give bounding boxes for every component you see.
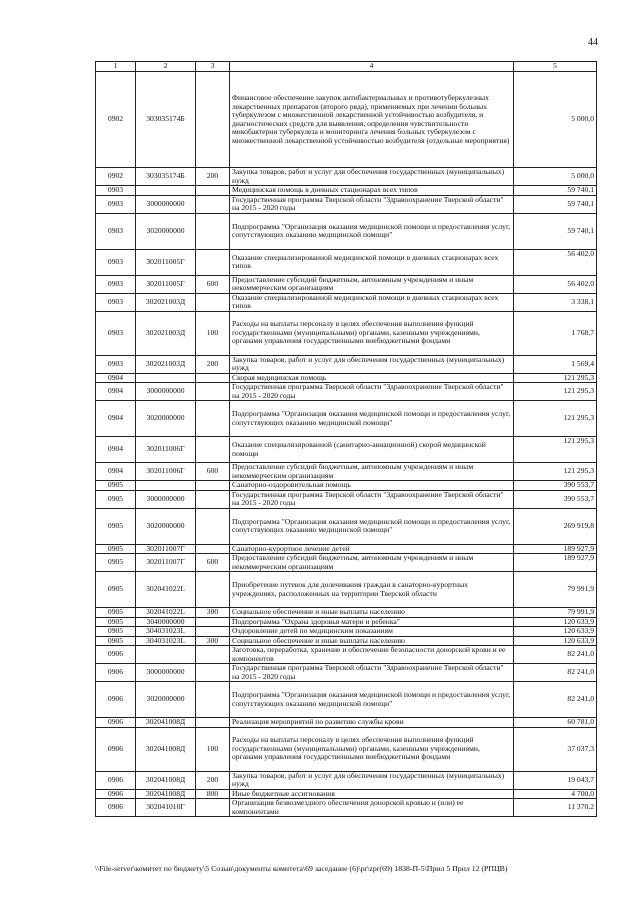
- cell-c2: 302041008Д: [136, 727, 196, 771]
- cell-c5: 59 740,1: [514, 186, 597, 196]
- cell-c2: 302021003Д: [136, 293, 196, 311]
- table-row: [96, 311, 597, 355]
- cell-c1: 0904: [96, 383, 136, 401]
- cell-c2: 302011007Г: [136, 554, 196, 572]
- cell-c5: 121 295,3: [514, 383, 597, 401]
- cell-c4: Предоставление субсидий бюджетным, автономным учреждениям и иным некоммерческим организациям: [230, 275, 514, 293]
- cell-c3: [196, 627, 230, 637]
- cell-c1: 0906: [96, 646, 136, 664]
- cell-c4: Подпрограмма "Охрана здоровья матери и ребенка": [230, 617, 514, 627]
- cell-c1: 0903: [96, 311, 136, 355]
- cell-c5: 19 043,7: [514, 771, 597, 789]
- cell-c4: Государственная программа Тверской области "Здравоохранение Тверской области" на 2015 - 2020 годы: [230, 490, 514, 508]
- cell-c1: 0903: [96, 195, 136, 213]
- cell-c1: 0903: [96, 186, 136, 196]
- cell-c1: 0903: [96, 293, 136, 311]
- table-row: [96, 490, 597, 508]
- cell-c1: 0905: [96, 636, 136, 646]
- cell-c1: 0905: [96, 627, 136, 637]
- cell-c3: [196, 383, 230, 401]
- table-row: [96, 249, 597, 275]
- cell-c5: 60 781,0: [514, 718, 597, 728]
- cell-c5: 79 991,9: [514, 572, 597, 608]
- cell-c5: 121 295,3: [514, 401, 597, 437]
- cell-c3: [196, 373, 230, 383]
- cell-c1: 0904: [96, 437, 136, 463]
- cell-c3: [196, 72, 230, 168]
- cell-c3: [196, 186, 230, 196]
- table-row: [96, 355, 597, 373]
- cell-c3: [196, 293, 230, 311]
- cell-c4: Государственная программа Тверской области "Здравоохранение Тверской области" на 2015 - 2020 годы: [230, 664, 514, 682]
- cell-c5: 390 553,7: [514, 490, 597, 508]
- cell-c4: Оказание специализированной (санитарно-авиационной) скорой медицинской помощи: [230, 437, 514, 463]
- cell-c4: Финансовое обеспечение закупок антибактериальных и противотуберкулезных лекарственных препаратов (второго ряда), применяемых при лечении больных туберкулезом с множественной лекарственной устойчивостью возбудителя, и диагностических средств для выявления, определения чувствительности микобактерии туберкулеза и мониторинга лечения больных туберкулезом с множественной лекарственной устойчивостью возбудителя (отдельные мероприятия): [230, 72, 514, 168]
- cell-c1: 0903: [96, 355, 136, 373]
- cell-c3: 800: [196, 789, 230, 799]
- table-row: [96, 275, 597, 293]
- cell-c5: 82 241,0: [514, 664, 597, 682]
- cell-c1: 0902: [96, 168, 136, 186]
- cell-c5: 1 768,7: [514, 311, 597, 355]
- cell-c5: 11 370,2: [514, 799, 597, 817]
- cell-c1: 0906: [96, 664, 136, 682]
- cell-c1: 0906: [96, 789, 136, 799]
- cell-c1: 0904: [96, 401, 136, 437]
- table-row: [96, 463, 597, 481]
- cell-c4: Расходы на выплаты персоналу в целях обеспечения выполнения функций государственными (муниципальными) органами, казенными учреждениями, органами управления государственными внебюджетными фондами: [230, 727, 514, 771]
- cell-c3: [196, 213, 230, 249]
- footer-file-path: \\File-server\комитет по бюджету\5 Созыв\документы комитета\69 заседание (6)\pr\zpr(69) 1838-П-5\Прил 5 Прил 12 (РПЦВ): [95, 864, 508, 873]
- cell-c5: 120 633,9: [514, 627, 597, 637]
- cell-c3: 600: [196, 275, 230, 293]
- cell-c1: 0906: [96, 718, 136, 728]
- table-row: [96, 213, 597, 249]
- cell-c2: 302041022L: [136, 608, 196, 618]
- cell-c4: Предоставление субсидий бюджетным, автономным учреждениям и иным некоммерческим организациям: [230, 554, 514, 572]
- cell-c4: Государственная программа Тверской области "Здравоохранение Тверской области" на 2015 - 2020 годы: [230, 383, 514, 401]
- cell-c4: Скорая медицинская помощь: [230, 373, 514, 383]
- cell-c3: 100: [196, 727, 230, 771]
- cell-c2: 302011006Г: [136, 463, 196, 481]
- table-row: [96, 481, 597, 491]
- cell-c2: [136, 481, 196, 491]
- cell-c3: [196, 646, 230, 664]
- cell-c2: 3000000000: [136, 664, 196, 682]
- cell-c1: 0905: [96, 544, 136, 554]
- cell-c5: 37 037,3: [514, 727, 597, 771]
- cell-c3: 200: [196, 168, 230, 186]
- cell-c3: 600: [196, 463, 230, 481]
- cell-c5: 3 338,1: [514, 293, 597, 311]
- header-col-3: 3: [196, 62, 230, 72]
- budget-table: [95, 61, 597, 817]
- cell-c4: Санаторно-оздоровительная помощь: [230, 481, 514, 491]
- table-row: [96, 682, 597, 718]
- table-row: [96, 168, 597, 186]
- cell-c4: Закупка товаров, работ и услуг для обеспечения государственных (муниципальных) нужд: [230, 355, 514, 373]
- header-col-5: 5: [514, 62, 597, 72]
- cell-c5: 79 991,9: [514, 608, 597, 618]
- cell-c2: 302041022L: [136, 572, 196, 608]
- cell-c1: 0904: [96, 463, 136, 481]
- table-row: [96, 608, 597, 618]
- cell-c5: 59 740,1: [514, 213, 597, 249]
- cell-c2: 3020000000: [136, 682, 196, 718]
- cell-c4: Подпрограмма "Организация оказания медицинской помощи и предоставления услуг, сопутствующих оказанию медицинской помощи": [230, 508, 514, 544]
- header-col-1: 1: [96, 62, 136, 72]
- cell-c4: Иные бюджетные ассигнования: [230, 789, 514, 799]
- cell-c5: 59 740,1: [514, 195, 597, 213]
- cell-c2: [136, 646, 196, 664]
- table-row: [96, 401, 597, 437]
- cell-c5: 121 295,3: [514, 373, 597, 383]
- cell-c3: [196, 617, 230, 627]
- cell-c2: [136, 373, 196, 383]
- cell-c4: Оказание специализированной медицинской помощи в дневных стационарах всех типов: [230, 249, 514, 275]
- cell-c3: [196, 195, 230, 213]
- cell-c5: 4 700,0: [514, 789, 597, 799]
- table-row: [96, 508, 597, 544]
- cell-c2: 303035174Б: [136, 72, 196, 168]
- table-row: [96, 646, 597, 664]
- table-row: [96, 195, 597, 213]
- cell-c1: 0902: [96, 72, 136, 168]
- table-row: [96, 572, 597, 608]
- cell-c4: Закупка товаров, работ и услуг для обеспечения государственных (муниципальных) нужд: [230, 168, 514, 186]
- cell-c1: 0905: [96, 617, 136, 627]
- cell-c5: 5 000,0: [514, 72, 597, 168]
- cell-c2: 3040000000: [136, 617, 196, 627]
- cell-c4: Медицинская помощь в дневных стационарах всех типов: [230, 186, 514, 196]
- header-col-4: 4: [230, 62, 514, 72]
- cell-c5: 189 927,9: [514, 544, 597, 554]
- cell-c5: 120 633,9: [514, 636, 597, 646]
- cell-c2: [136, 186, 196, 196]
- cell-c3: [196, 682, 230, 718]
- table-row: [96, 771, 597, 789]
- cell-c2: 3000000000: [136, 490, 196, 508]
- cell-c5: 56 402,0: [514, 249, 597, 275]
- cell-c1: 0903: [96, 249, 136, 275]
- cell-c1: 0904: [96, 373, 136, 383]
- cell-c1: 0906: [96, 799, 136, 817]
- cell-c3: [196, 508, 230, 544]
- cell-c4: Приобретение путевок для долечивания граждан в санаторно-курортных учреждениях, расположенных на территории Тверской области: [230, 572, 514, 608]
- cell-c3: [196, 481, 230, 491]
- cell-c5: 269 919,8: [514, 508, 597, 544]
- cell-c5: 390 553,7: [514, 481, 597, 491]
- cell-c5: 121 295,3: [514, 437, 597, 463]
- table-row: [96, 383, 597, 401]
- cell-c3: [196, 437, 230, 463]
- cell-c2: 302021003Д: [136, 355, 196, 373]
- cell-c3: [196, 718, 230, 728]
- cell-c3: [196, 490, 230, 508]
- cell-c4: Организация безвозмездного обеспечения донорской кровью и (или) ее компонентами: [230, 799, 514, 817]
- cell-c4: Подпрограмма "Организация оказания медицинской помощи и предоставления услуг, сопутствующих оказанию медицинской помощи": [230, 682, 514, 718]
- cell-c4: Подпрограмма "Организация оказания медицинской помощи и предоставления услуг, сопутствующих оказанию медицинской помощи": [230, 213, 514, 249]
- cell-c2: 302041008Д: [136, 771, 196, 789]
- cell-c2: 304031023L: [136, 627, 196, 637]
- cell-c1: 0905: [96, 572, 136, 608]
- cell-c1: 0905: [96, 508, 136, 544]
- cell-c3: 200: [196, 771, 230, 789]
- page-number: 44: [588, 37, 598, 48]
- cell-c1: 0905: [96, 554, 136, 572]
- cell-c2: 302021003Д: [136, 311, 196, 355]
- table-row: [96, 799, 597, 817]
- cell-c2: 304031023L: [136, 636, 196, 646]
- cell-c4: Заготовка, переработка, хранение и обеспечение безопасности донорской крови и ее компонентов: [230, 646, 514, 664]
- cell-c1: 0903: [96, 213, 136, 249]
- cell-c3: [196, 544, 230, 554]
- table-row: [96, 72, 597, 168]
- cell-c2: 3000000000: [136, 195, 196, 213]
- cell-c3: [196, 249, 230, 275]
- cell-c2: 3000000000: [136, 383, 196, 401]
- cell-c1: 0905: [96, 608, 136, 618]
- cell-c3: 600: [196, 554, 230, 572]
- cell-c2: 302011005Г: [136, 249, 196, 275]
- cell-c5: 1 569,4: [514, 355, 597, 373]
- cell-c5: 56 402,0: [514, 275, 597, 293]
- table-row: [96, 554, 597, 572]
- table-header-row: [96, 62, 597, 72]
- cell-c2: 302041008Д: [136, 789, 196, 799]
- cell-c3: 300: [196, 636, 230, 646]
- table-row: [96, 186, 597, 196]
- cell-c1: 0906: [96, 771, 136, 789]
- cell-c5: 5 000,0: [514, 168, 597, 186]
- cell-c3: 100: [196, 311, 230, 355]
- cell-c3: 300: [196, 608, 230, 618]
- cell-c4: Оказание специализированной медицинской помощи в дневных стационарах всех типов: [230, 293, 514, 311]
- cell-c1: 0905: [96, 481, 136, 491]
- cell-c2: 302011005Г: [136, 275, 196, 293]
- cell-c3: [196, 664, 230, 682]
- cell-c1: 0906: [96, 727, 136, 771]
- cell-c4: Санаторно-курортное лечение детей: [230, 544, 514, 554]
- cell-c4: Предоставление субсидий бюджетным, автономным учреждениям и иным некоммерческим организациям: [230, 463, 514, 481]
- cell-c1: 0906: [96, 682, 136, 718]
- cell-c5: 121 295,3: [514, 463, 597, 481]
- cell-c2: 302011006Г: [136, 437, 196, 463]
- cell-c4: Государственная программа Тверской области "Здравоохранение Тверской области" на 2015 - 2020 годы: [230, 195, 514, 213]
- cell-c1: 0903: [96, 275, 136, 293]
- table-row: [96, 727, 597, 771]
- cell-c4: Закупка товаров, работ и услуг для обеспечения государственных (муниципальных) нужд: [230, 771, 514, 789]
- cell-c2: 302011007Г: [136, 544, 196, 554]
- cell-c5: 120 633,9: [514, 617, 597, 627]
- table-row: [96, 437, 597, 463]
- table-body: [96, 72, 597, 817]
- cell-c1: 0905: [96, 490, 136, 508]
- cell-c2: 302041008Д: [136, 718, 196, 728]
- cell-c2: 3020000000: [136, 213, 196, 249]
- cell-c4: Расходы на выплаты персоналу в целях обеспечения выполнения функций государственными (муниципальными) органами, казенными учреждениями, органами управления государственными внебюджетными фондами: [230, 311, 514, 355]
- cell-c3: [196, 799, 230, 817]
- cell-c3: [196, 572, 230, 608]
- cell-c3: 200: [196, 355, 230, 373]
- cell-c4: Социальное обеспечение и иные выплаты населению: [230, 608, 514, 618]
- cell-c5: 82 241,0: [514, 682, 597, 718]
- cell-c4: Оздоровление детей по медицинским показаниям: [230, 627, 514, 637]
- header-col-2: 2: [136, 62, 196, 72]
- cell-c4: Социальное обеспечение и иные выплаты населению: [230, 636, 514, 646]
- cell-c4: Подпрограмма "Организация оказания медицинской помощи и предоставления услуг, сопутствующих оказанию медицинской помощи": [230, 401, 514, 437]
- cell-c4: Реализация мероприятий по развитию службы крови: [230, 718, 514, 728]
- cell-c2: 302041010Г: [136, 799, 196, 817]
- table-row: [96, 664, 597, 682]
- cell-c3: [196, 401, 230, 437]
- cell-c5: 189 927,9: [514, 554, 597, 572]
- table-row: [96, 718, 597, 728]
- cell-c2: 303035174Б: [136, 168, 196, 186]
- cell-c2: 3020000000: [136, 401, 196, 437]
- table-row: [96, 293, 597, 311]
- table-row: [96, 627, 597, 637]
- cell-c2: 3020000000: [136, 508, 196, 544]
- cell-c5: 82 241,0: [514, 646, 597, 664]
